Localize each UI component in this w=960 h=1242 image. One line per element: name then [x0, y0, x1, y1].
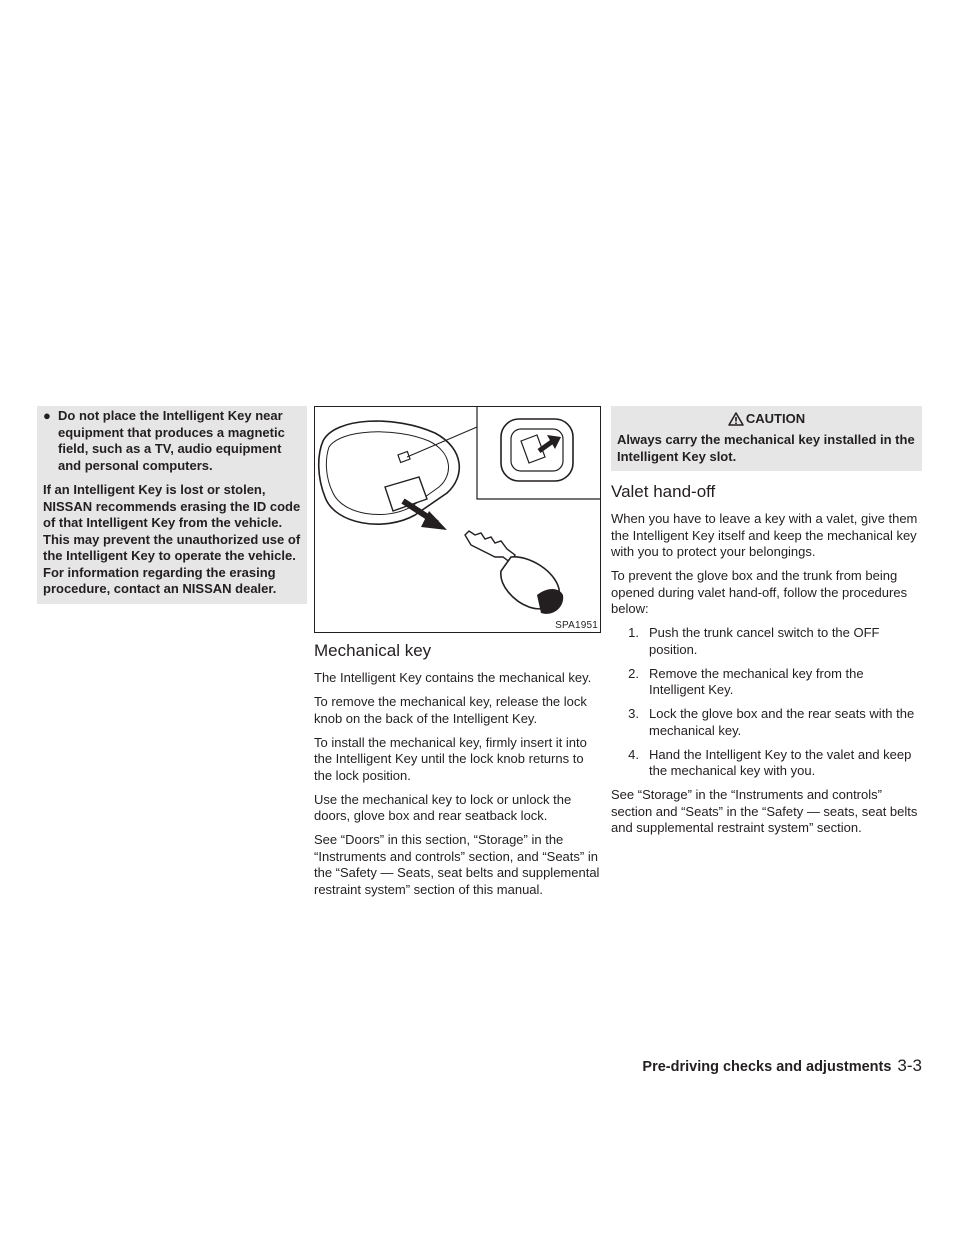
caution-box	[611, 406, 922, 471]
list-item	[611, 706, 922, 739]
figure-code: SPA1951	[555, 620, 598, 631]
warning-box	[37, 406, 307, 604]
step-number: 2.	[628, 665, 639, 681]
list-item	[611, 747, 922, 780]
step-text: Lock the glove box and the rear seats with the mechanical key.	[649, 706, 915, 738]
mechanical-key-body	[314, 670, 604, 898]
valet-intro-paragraph: To prevent the glove box and the trunk from being opened during valet hand-off, follow the procedures below:	[611, 568, 908, 616]
mechanical-key-paragraph: Use the mechanical key to lock or unlock the doors, glove box and rear seatback lock.	[314, 791, 572, 823]
mechanical-key-column	[314, 406, 604, 906]
valet-intro-paragraph: When you have to leave a key with a valet, give them the Intelligent Key itself and keep the mechanical key with you to protect your belongings.	[611, 511, 918, 559]
mechanical-key-paragraph: See “Doors” in this section, “Storage” in the “Instruments and controls” section, and “Seats” in the “Safety — Seats, seat belts and supplemental restraint system” section of this manual.	[314, 832, 600, 897]
valet-outro	[611, 787, 922, 837]
bullet-icon: ●	[43, 408, 51, 423]
valet-body	[611, 511, 922, 618]
page-footer	[642, 1056, 922, 1076]
mechanical-key-figure	[314, 406, 601, 633]
valet-steps-list	[611, 625, 922, 780]
footer-section-title: Pre-driving checks and adjustments	[642, 1059, 892, 1075]
step-text: Remove the mechanical key from the Intelligent Key.	[649, 665, 864, 697]
valet-heading: Valet hand-off	[611, 482, 716, 501]
mechanical-key-paragraph: The Intelligent Key contains the mechanical key.	[314, 670, 592, 685]
caution-title: CAUTION	[745, 410, 806, 426]
mechanical-key-paragraph: To remove the mechanical key, release the lock knob on the back of the Intelligent Key.	[314, 694, 587, 726]
step-number: 4.	[628, 746, 639, 762]
step-text: Push the trunk cancel switch to the OFF position.	[649, 625, 880, 657]
mechanical-key-removal-illustration	[315, 407, 600, 632]
step-text: Hand the Intelligent Key to the valet and keep the mechanical key with you.	[649, 746, 912, 778]
list-item	[611, 666, 922, 699]
caution-text: Always carry the mechanical key installed in the Intelligent Key slot.	[617, 432, 915, 464]
warning-bullet-item	[43, 408, 301, 474]
mechanical-key-heading: Mechanical key	[314, 641, 432, 660]
mechanical-key-paragraph: To install the mechanical key, firmly insert it into the Intelligent Key until the lock knob returns to the lock position.	[314, 734, 587, 783]
warning-column	[37, 406, 307, 604]
warning-paragraph: If an Intelligent Key is lost or stolen, NISSAN recommends erasing the ID code of that Intelligent Key from the vehicle. This may prevent the unauthorized use of the Intelligent Key to operate the vehicle. For information regarding the erasing procedure, contact an NISSAN dealer.	[43, 482, 301, 596]
step-number: 1.	[628, 625, 639, 640]
page-number: 3-3	[897, 1056, 922, 1075]
warning-bullet-text: Do not place the Intelligent Key near equipment that produces a magnetic field, such as a TV, audio equipment and personal computers.	[58, 408, 285, 473]
caution-header	[617, 406, 916, 432]
list-item	[611, 625, 922, 658]
valet-outro-paragraph: See “Storage” in the “Instruments and controls” section and “Seats” in the “Safety — seats, seat belts and supplemental restraint system” section.	[611, 787, 918, 835]
valet-column	[611, 406, 922, 844]
warning-triangle-icon	[728, 412, 744, 426]
step-number: 3.	[628, 706, 639, 721]
